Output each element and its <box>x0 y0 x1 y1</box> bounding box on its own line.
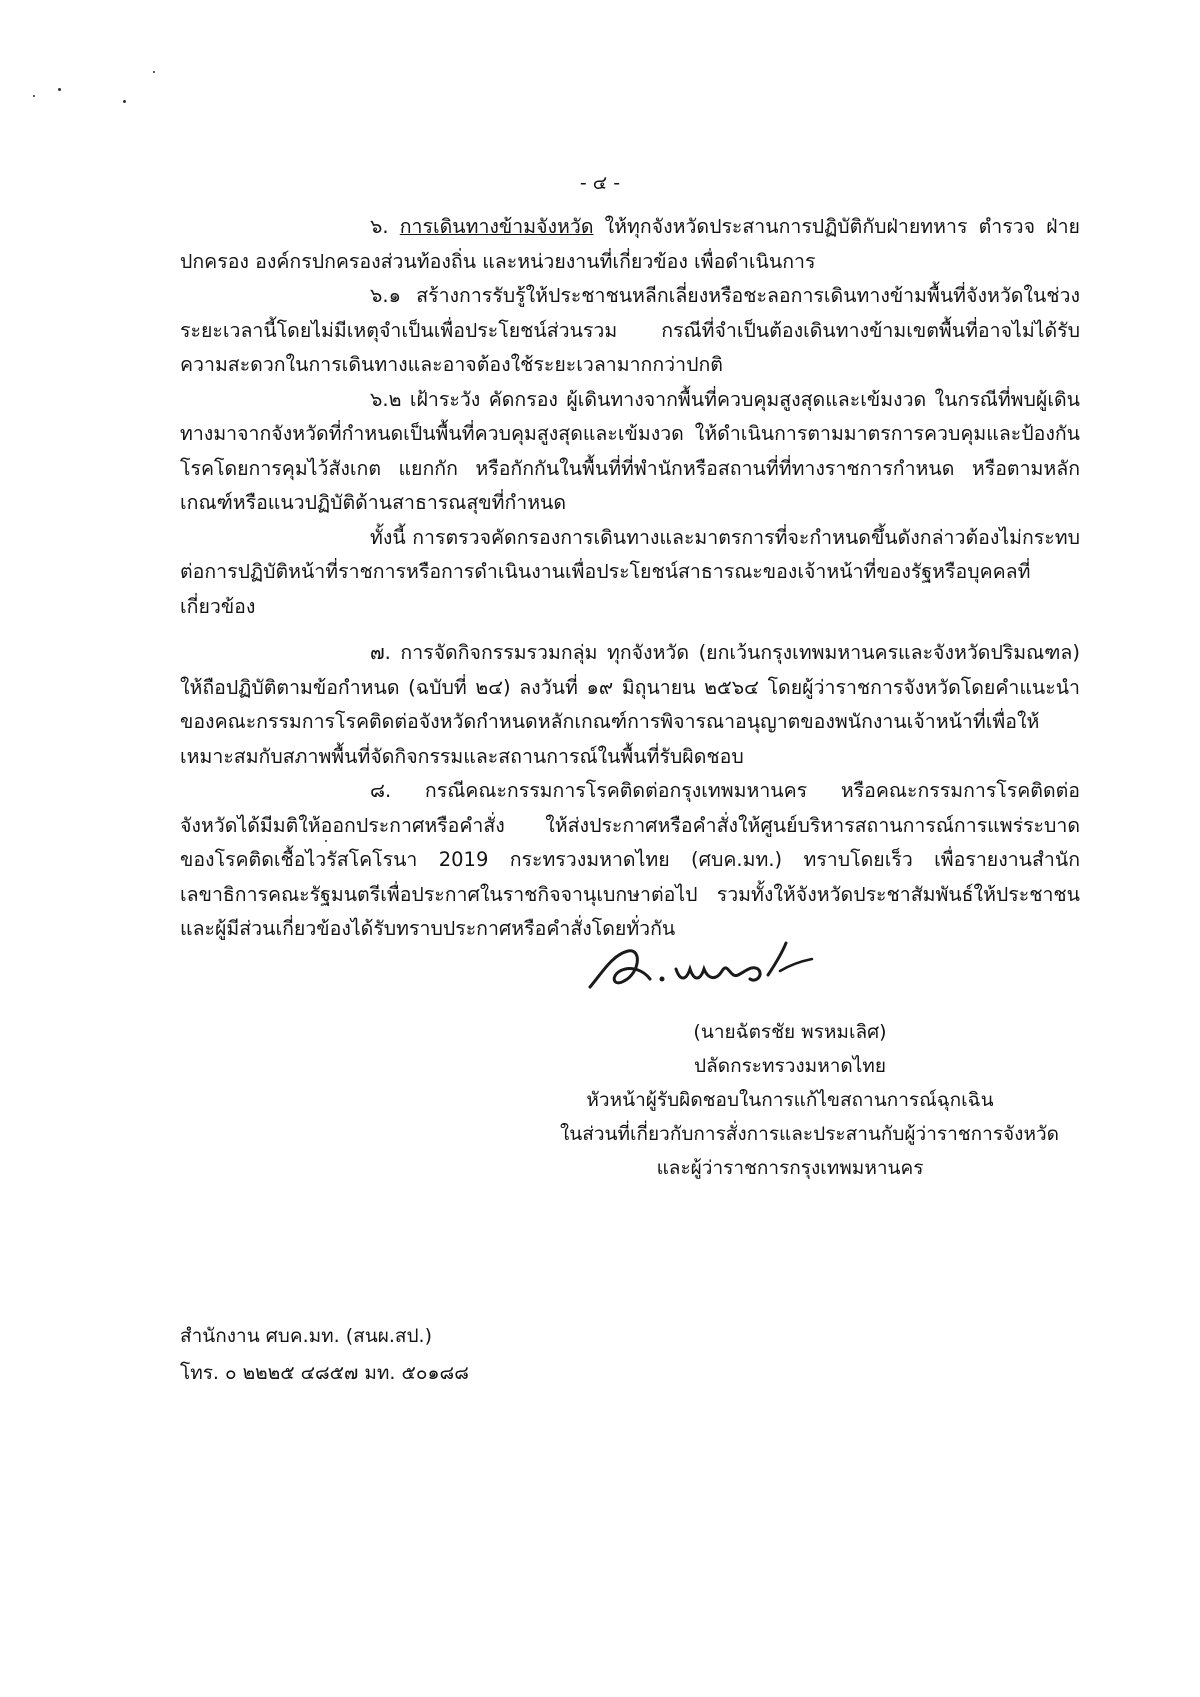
page-number: - ๔ - <box>579 172 621 194</box>
section-6-text: ให้ทุกจังหวัดประสานการปฏิบัติกับฝ่ายทหาร ตำรวจ ฝ่ายปกครอง องค์กรปกครองส่วนท้องถิ่น และหน่วยงานที่เกี่ยวข้อง เพื่อดำเนินการ <box>180 215 1080 273</box>
section-6-item-2: ๖.๒ เฝ้าระวัง คัดกรอง ผู้เดินทางจากพื้นที่ควบคุมสูงสุดและเข้มงวด ในกรณีที่พบผู้เดินทางมาจากจังหวัดที่กำหนดเป็นพื้นที่ควบคุมสูงสุดและเข้มงวด ให้ดำเนินการตามมาตรการควบคุมและป้องกันโรคโดยการคุมไว้สังเกต แยกกัก หรือกักกันในพื้นที่ที่พำนักหรือสถานที่ที่ทางราชการกำหนด หรือตามหลักเกณฑ์หรือแนวปฏิบัติด้านสาธารณสุขที่กำหนด <box>180 387 1080 514</box>
document-body <box>180 210 1080 947</box>
signature-block <box>560 1015 1059 1185</box>
footer-office: สำนักงาน ศบค.มท. (สนผ.สป.) <box>180 1325 433 1347</box>
section-6-heading: การเดินทางข้ามจังหวัด <box>399 215 594 238</box>
section-6-number: ๖. <box>370 215 400 238</box>
section-6-intro <box>180 210 1080 279</box>
signatory-position-4: และผู้ว่าราชการกรุงเทพมหานคร <box>656 1157 924 1179</box>
section-6-note: ทั้งนี้ การตรวจคัดกรองการเดินทางและมาตรการที่จะกำหนดขึ้นดังกล่าวต้องไม่กระทบต่อการปฏิบัติหน้าที่ราชการหรือการดำเนินงานเพื่อประโยชน์สาธารณะของเจ้าหน้าที่ของรัฐหรือบุคคลที่เกี่ยวข้อง <box>180 525 1080 618</box>
signatory-name: (นายฉัตรชัย พรหมเลิศ) <box>693 1021 887 1043</box>
section-8: ๘. กรณีคณะกรรมการโรคติดต่อกรุงเทพมหานคร หรือคณะกรรมการโรคติดต่อจังหวัดได้มีมติให้ออกประกาศหรือคำสั่ง ให้ส่งประกาศหรือคำสั่งให้ศูนย์บริหารสถานการณ์การแพร่ระบาดของโรคติดเชื้อไวรัสโคโรนา 2019 กระทรวงมหาดไทย (ศบค.มท.) ทราบโดยเร็ว เพื่อรายงานสำนักเลขาธิการคณะรัฐมนตรีเพื่อประกาศในราชกิจจานุเบกษาต่อไป รวมทั้งให้จังหวัดประชาสัมพันธ์ให้ประชาชนและผู้มีส่วนเกี่ยวข้องได้รับทราบประกาศหรือคำสั่งโดยทั่วกัน <box>180 779 1080 940</box>
section-6-item-1: ๖.๑ สร้างการรับรู้ให้ประชาชนหลีกเลี่ยงหรือชะลอการเดินทางข้ามพื้นที่จังหวัดในช่วงระยะเวลานี้โดยไม่มีเหตุจำเป็นเพื่อประโยชน์ส่วนรวม กรณีที่จำเป็นต้องเดินทางข้ามเขตพื้นที่อาจไม่ได้รับความสะดวกในการเดินทางและอาจต้องใช้ระยะเวลามากกว่าปกติ <box>180 284 1080 376</box>
handwritten-signature <box>580 935 820 1010</box>
section-7: ๗. การจัดกิจกรรมรวมกลุ่ม ทุกจังหวัด (ยกเว้นกรุงเทพมหานครและจังหวัดปริมณฑล) ให้ถือปฏิบัติตามข้อกำหนด (ฉบับที่ ๒๔) ลงวันที่ ๑๙ มิถุนายน ๒๕๖๔ โดยผู้ว่าราชการจังหวัดโดยคำแนะนำของคณะกรรมการโรคติดต่อจังหวัดกำหนดหลักเกณฑ์การพิจารณาอนุญาตของพนักงานเจ้าหน้าที่เพื่อให้เหมาะสมกับสภาพพื้นที่จัดกิจกรรมและสถานการณ์ในพื้นที่รับผิดชอบ <box>180 641 1080 768</box>
signatory-position-1: ปลัดกระทรวงมหาดไทย <box>694 1055 886 1077</box>
footer-contact <box>180 1318 469 1392</box>
signatory-position-2: หัวหน้าผู้รับผิดชอบในการแก้ไขสถานการณ์ฉุกเฉิน <box>586 1089 994 1111</box>
signatory-position-3: ในส่วนที่เกี่ยวกับการสั่งการและประสานกับผู้ว่าราชการจังหวัด <box>560 1123 1059 1145</box>
footer-phone: โทร. ๐ ๒๒๒๕ ๔๘๕๗ มท. ๕๐๑๘๘ <box>180 1362 469 1384</box>
